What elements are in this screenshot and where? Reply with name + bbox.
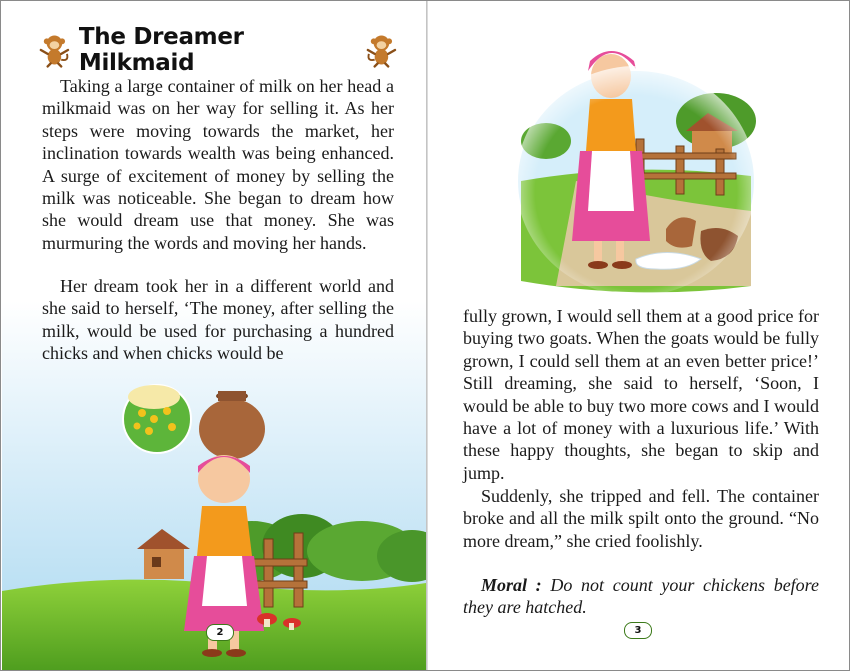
monkey-icon (365, 32, 398, 68)
right-paragraph-1: fully grown, I would sell them at a good price for buying two goats. When the goats would be fully grown, I could sell them at an even better price!’ Still dreaming, she said to herself, ‘Soon, I would be able to buy two more cows and I would have a lot of money with a luxurious life.’ With these happy thoughts, she began to skip and jump. (463, 306, 819, 483)
left-paragraph-1: Taking a large container of milk on her head a milkmaid was on her way for selling it. As her steps were moving towards the market, her inclination towards wealth was being enhanced. A surge of excitement of money by selling the milk was noticeable. She began to dream how she would dream use that money. She was murmuring the words and moving her hands. (42, 76, 394, 253)
left-paragraph-2: Her dream took her in a different world and she said to herself, ‘The money, after selling the milk, would be used for purchasing a hundred chicks and when chicks would be (42, 276, 394, 364)
story-title: The Dreamer Milkmaid (78, 24, 244, 76)
moral-label: Moral : (481, 575, 542, 595)
milkmaid-broken-pot-illustration (516, 31, 756, 296)
moral (463, 574, 819, 619)
page-number-right: 3 (624, 622, 652, 639)
page-number-left: 2 (206, 624, 234, 641)
monkey-icon (38, 32, 71, 68)
right-paragraph-2: Suddenly, she tripped and fell. The container broke and all the milk spilt onto the ground. “No more dream,” she cried foolishly. (463, 486, 819, 551)
title-row (38, 24, 398, 76)
left-page (2, 1, 426, 670)
right-page (428, 1, 850, 670)
moral-text: Do not count your chickens before they are hatched. (463, 575, 820, 618)
